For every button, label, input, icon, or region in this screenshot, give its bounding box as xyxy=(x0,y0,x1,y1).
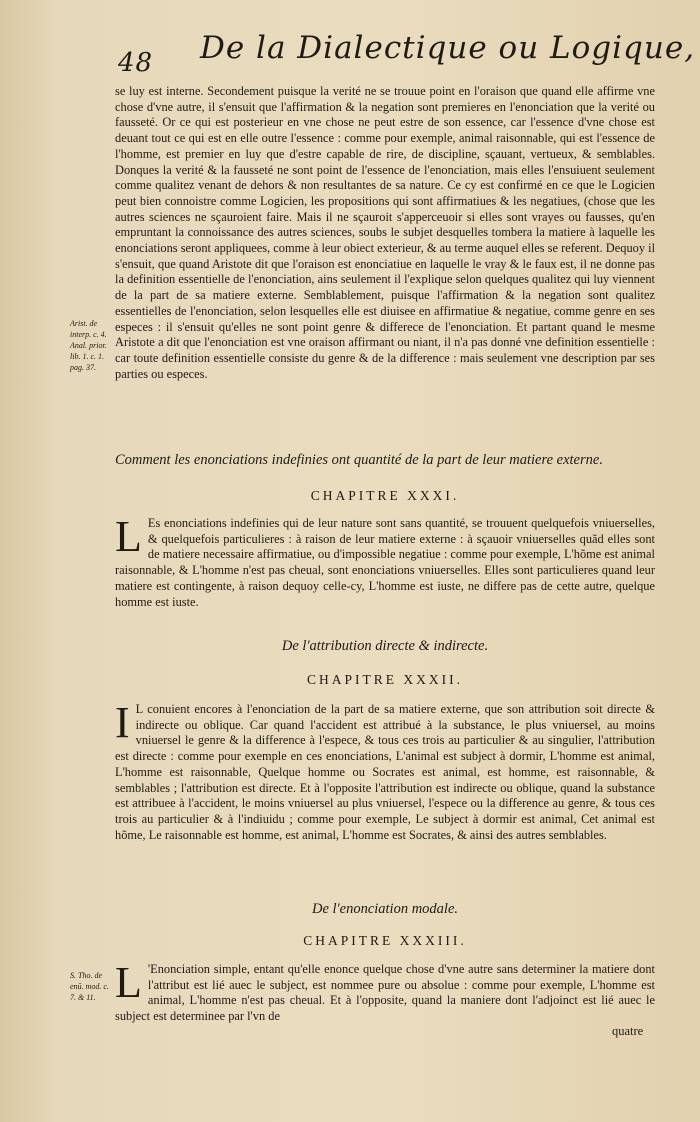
chapter-31-text: Es enonciations indefinies qui de leur nature sont sans quantité, se trouuent quelquefois vniuerselles, & quelquefois particulieres : à raison de leur matiere externe : à sçauoir vniuerselles quãd elles sont de matiere necessaire affirmatiue, ou d'impossible negatiue : comme pour exemple, L'hõme est animal raisonnable, & L'homme n'est pas cheual, sont enonciations vniuerselles. Elles sont particulieres quand leur matiere est contingente, à raison dequoy celle-cy, L'homme est iuste, ne differe pas de cette autre, quelque homme est iuste. xyxy=(115,516,655,609)
catchword: quatre xyxy=(612,1024,644,1038)
paragraph-1 xyxy=(115,84,655,382)
paragraph-1-text: se luy est interne. Secondement puisque la verité ne se trouue point en l'oraison que quand elle affirme vne chose d'vne autre, il s'ensuit que l'affirmation & la negation sont premieres en l'enonciation que la verité ou fausseté. Or ce qui est posterieur en vne chose ne peut estre de son essence, car l'essence d'vne chose est deuant tout ce qui est en elle outre l'essence : comme pour exemple, animal raisonnable, qui est l'essence de l'homme, est premier en luy que d'estre capable de rire, de discipline, sçauant, vertueux, & semblables. Donques la verité & la fausseté ne sont point de l'essence de l'enonciation, mais elles l'ensuiuent seulement comme qualitez venant de dehors & non resultantes de sa nature. Ce cy est confirmé en ce que le Logicien peut bien connoistre comme Logicien, les propositions qui sont affirmatiues & les negatiues, (chose que les autres sciences ne sçauroient faire. Mais il ne sçauroit s'apperceuoir si elles sont vrayes ou fausses, qu'en empruntant la connoissance des autres sciences, soubs le subjet desquelles tombera la matiere à laquelle les enonciations seront appliquees, comme à leur obiect exterieur, & au terme auquel elles se referent. Dequoy il s'ensuit, que quand Aristote dit que l'oraison est enonciatiue en laquelle le vray & le faux est, il ne donne pas la definition essentielle de l'enonciation, ains seulement il l'explique selon quelques qualitez qui luy viennent de la part de sa matiere externe. Semblablement, puisque l'affirmation & la negation sont qualitez essentielles de l'enonciation, selon lesquelles elle est diuisee en affirmatiue & negatiue, comme genre en ses especes : il s'ensuit qu'elles ne sont point genre & differece de l'enonciation. Et partant quand le mesme Aristote a dit que l'enonciation est vne oraison affirmant ou niant, il n'a pas donné vne definition essentielle : car toute definition essentielle consiste du genre & de la difference : mais seulement vne description par ses parties ou especes. xyxy=(115,84,656,381)
section-32-subtitle: De l'attribution directe & indirecte. xyxy=(281,638,489,654)
margin-note-aristote: Arist. de interp. c. 4. Anal. prior. lib. 1. c. 1. pag. 37. xyxy=(70,319,107,372)
chapter-31-body xyxy=(115,512,655,610)
chapter-33-body xyxy=(115,958,655,1025)
drop-cap: I xyxy=(115,698,130,747)
chapter-32-text: L conuient encores à l'enonciation de la part de sa matiere externe, que son attribution soit directe & indirecte ou oblique. Car quand l'accident est attribué à la substance, le plus vniuersel, au moins vniuersel le genre & la difference à l'espece, & tous ces trois au particulier & au singulier, l'attribution est directe : comme pour exemple en ces enonciations, L'animal est subject à dormir, L'homme est animal, L'homme est raisonnable, Quelque homme ou Socrates est animal, est homme, est raisonnable, & semblables ; l'attribution est directe. Et à l'opposite l'attribution est indirecte ou oblique, quand la substance est attribuee à l'accident, le moins vniuersel au plus vniuersel, l'espece ou la difference au genre, & tous ces trois au particulier & à l'indiuidu ; comme pour exemple, Le subject à dormir est animal, Cet animal est hõme, Le raisonnable est homme, est animal, L'homme est Socrates, & ainsi des autres semblables. xyxy=(115,702,655,842)
running-head: De la Dialectique ou Logique, xyxy=(200,30,696,66)
chapter-32-body xyxy=(115,698,655,843)
chapter-33-text: 'Enonciation simple, entant qu'elle enonce quelque chose d'vne autre sans determiner la matiere dont l'attribut est lié auec le subject, est nommee pure ou absolue : comme pour exemple, L'homme est animal, L'homme n'est pas cheual. Et à l'opposite, quand la maniere dont l'adjoinct est lié auec le subject est determinee par l'vn de xyxy=(115,962,655,1024)
margin-note-thomas: S. Tho. de enũ. mod. c. 7. & 11. xyxy=(70,971,109,1002)
page-number: 48 xyxy=(118,48,154,78)
chapter-32-heading: CHAPITRE XXXII. xyxy=(307,672,463,687)
drop-cap: L xyxy=(115,958,142,1007)
chapter-31-heading: CHAPITRE XXXI. xyxy=(310,488,460,503)
section-31-subtitle: Comment les enonciations indefinies ont quantité de la part de leur matiere externe. xyxy=(115,452,603,468)
section-33-subtitle: De l'enonciation modale. xyxy=(311,901,459,917)
chapter-33-heading: CHAPITRE XXXIII. xyxy=(303,933,467,948)
drop-cap: L xyxy=(115,512,142,561)
